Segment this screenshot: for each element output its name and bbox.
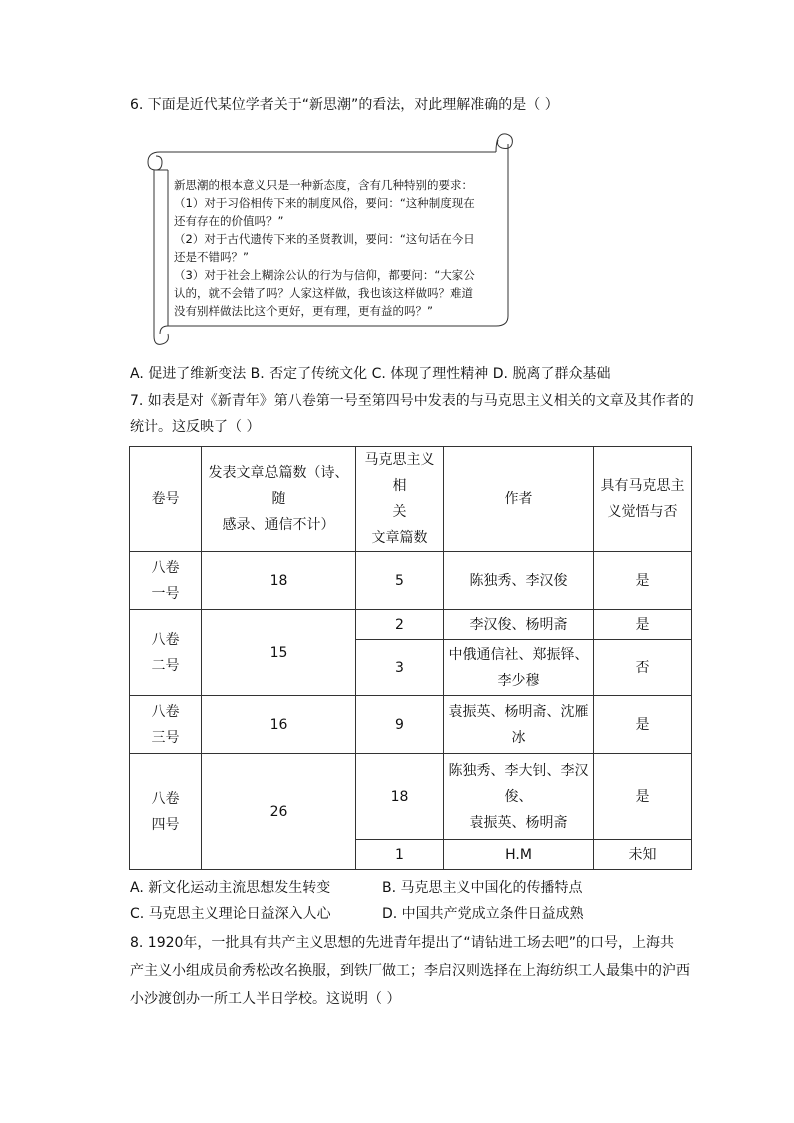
stats-table	[129, 446, 692, 870]
cell-volume: 八卷 三号	[130, 696, 202, 754]
header-total: 发表文章总篇数（诗、随 感录、通信不计）	[202, 447, 356, 552]
cell-aware: 是	[594, 696, 692, 754]
q8-line1: 8. 1920年，一批具有共产主义思想的先进青年提出了“请钻进工场去吧”的口号，上海共	[130, 935, 674, 951]
cell-total: 18	[202, 552, 356, 610]
cell-authors: 陈独秀、李大钊、李汉 俊、 袁振英、杨明斋	[444, 754, 594, 840]
cell-aware: 未知	[594, 840, 692, 870]
cell-total: 15	[202, 610, 356, 696]
q6-stem: 6. 下面是近代某位学者关于“新思潮”的看法，对此理解准确的是（ ）	[130, 97, 559, 113]
cell-authors: 袁振英、杨明斋、沈雁 冰	[444, 696, 594, 754]
cell-total: 16	[202, 696, 356, 754]
quote-scroll	[146, 130, 516, 348]
cell-volume: 八卷 二号	[130, 610, 202, 696]
q7-option-c: C. 马克思主义理论日益深入人心	[130, 906, 331, 922]
header-marx: 马克思主义相 关 文章篇数	[356, 447, 444, 552]
cell-marx: 2	[356, 610, 444, 640]
scroll-line: 新思潮的根本意义只是一种新态度，含有几种特别的要求：	[174, 178, 473, 192]
cell-aware: 是	[594, 754, 692, 840]
q6-options: A. 促进了维新变法 B. 否定了传统文化 C. 体现了理性精神 D. 脱离了群众基础	[130, 366, 611, 382]
q7-option-a: A. 新文化运动主流思想发生转变	[130, 880, 331, 896]
table-row	[130, 552, 692, 610]
scroll-line: （1）对于习俗相传下来的制度风俗，要问：“这种制度现在	[174, 196, 475, 210]
cell-aware: 是	[594, 610, 692, 640]
cell-authors: 中俄通信社、郑振铎、 李少穆	[444, 640, 594, 696]
cell-authors: H.M	[444, 840, 594, 870]
cell-marx: 9	[356, 696, 444, 754]
cell-aware: 是	[594, 552, 692, 610]
cell-marx: 18	[356, 754, 444, 840]
table-row	[130, 610, 692, 640]
header-volume: 卷号	[130, 447, 202, 552]
q7-stem-line1: 7. 如表是对《新青年》第八卷第一号至第四号中发表的与马克思主义相关的文章及其作者的	[130, 393, 694, 409]
scroll-line: 认的，就不会错了吗？人家这样做，我也该这样做吗？难道	[174, 286, 473, 300]
header-aware: 具有马克思主 义觉悟与否	[594, 447, 692, 552]
cell-marx: 1	[356, 840, 444, 870]
scroll-line: （2）对于古代遗传下来的圣贤教训，要问：“这句话在今日	[174, 232, 475, 246]
cell-authors: 李汉俊、杨明斋	[444, 610, 594, 640]
q8-line2: 产主义小组成员俞秀松改名换服，到铁厂做工；李启汉则选择在上海纺织工人最集中的沪西	[130, 963, 690, 979]
q7-option-b: B. 马克思主义中国化的传播特点	[382, 880, 583, 896]
table-row	[130, 754, 692, 840]
q7-stem-line2: 统计。这反映了（ ）	[130, 419, 261, 435]
cell-volume: 八卷 一号	[130, 552, 202, 610]
scroll-line: （3）对于社会上糊涂公认的行为与信仰，都要问：“大家公	[174, 268, 475, 282]
q8-line3: 小沙渡创办一所工人半日学校。这说明（ ）	[130, 991, 401, 1007]
scroll-line: 还是不错吗？”	[174, 250, 249, 264]
header-authors: 作者	[444, 447, 594, 552]
q7-option-d: D. 中国共产党成立条件日益成熟	[382, 906, 584, 922]
cell-volume: 八卷 四号	[130, 754, 202, 870]
cell-marx: 5	[356, 552, 444, 610]
table-row	[130, 696, 692, 754]
cell-aware: 否	[594, 640, 692, 696]
cell-marx: 3	[356, 640, 444, 696]
table-header-row	[130, 447, 692, 552]
scroll-line: 还有存在的价值吗？”	[174, 214, 284, 228]
scroll-text	[174, 176, 504, 320]
cell-total: 26	[202, 754, 356, 870]
scroll-line: 没有别样做法比这个更好，更有理，更有益的吗？”	[174, 304, 433, 318]
cell-authors: 陈独秀、李汉俊	[444, 552, 594, 610]
